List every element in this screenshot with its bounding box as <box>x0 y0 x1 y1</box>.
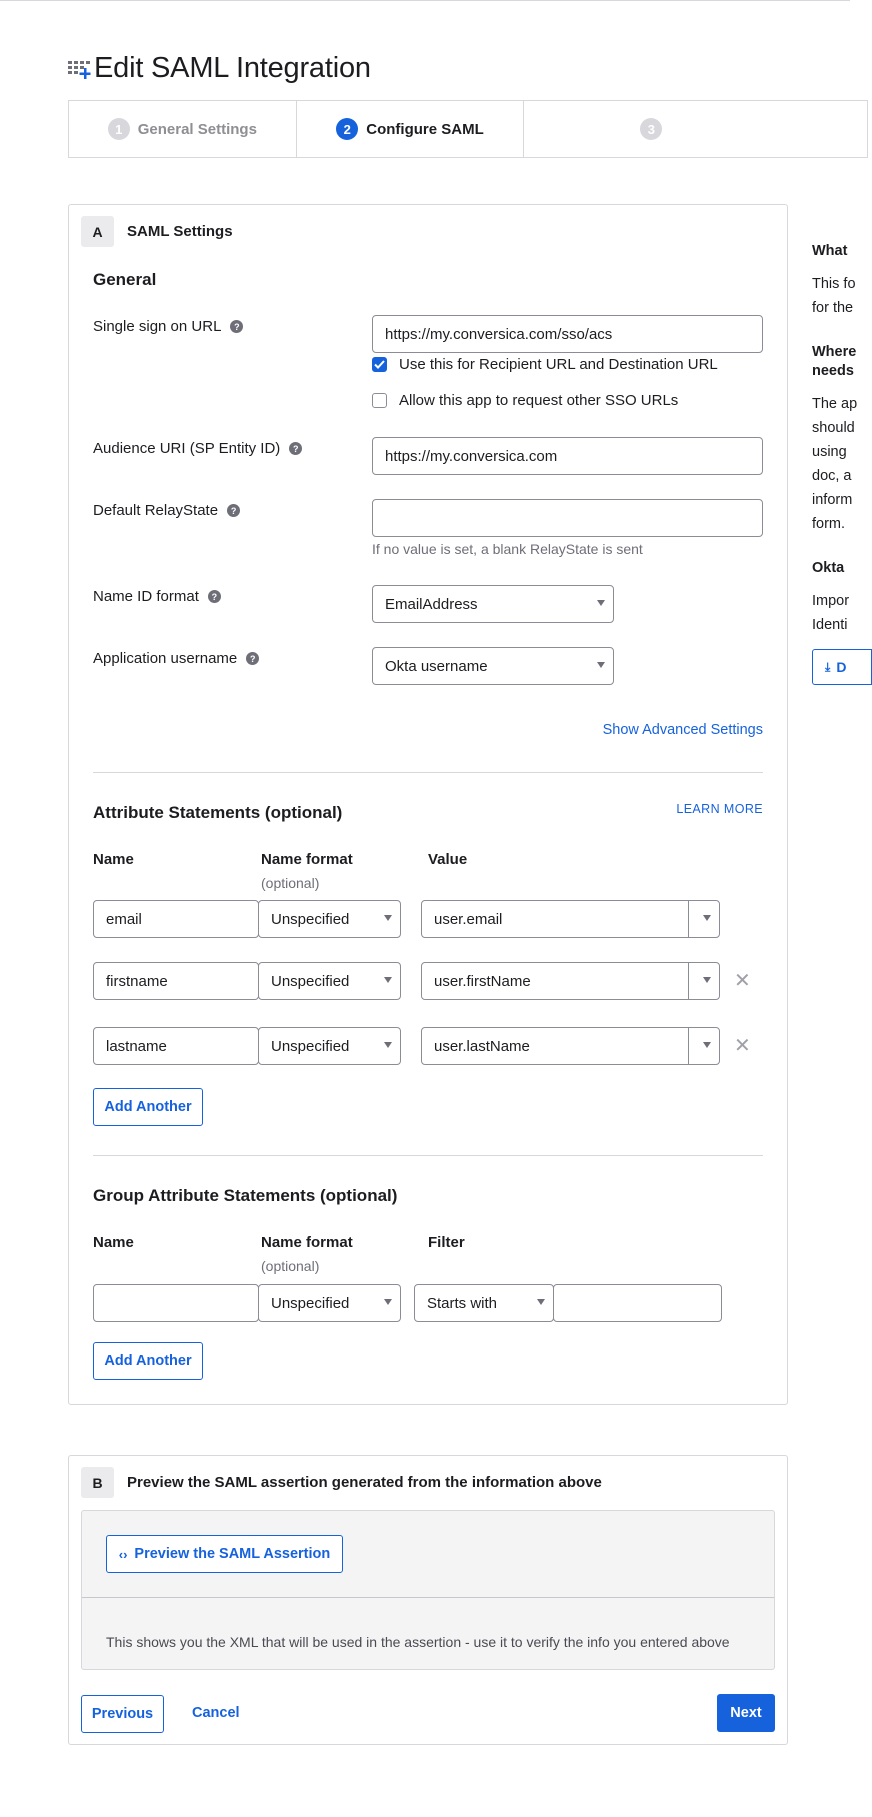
step-feedback[interactable] <box>524 101 867 157</box>
download-label: D <box>836 659 847 675</box>
general-heading: General <box>93 270 157 289</box>
next-button[interactable]: Next <box>717 1694 775 1732</box>
attr-format-value: Unspecified <box>271 972 350 990</box>
section-a-badge: A <box>81 216 114 247</box>
group-col-name-header: Name <box>93 1234 134 1251</box>
attr-format-select[interactable] <box>258 1027 401 1065</box>
step-number: 3 <box>640 118 662 140</box>
add-another-attribute-button[interactable]: Add Another <box>93 1088 203 1126</box>
attr-value-dropdown[interactable] <box>689 901 719 937</box>
sidebar-text: using <box>812 444 847 460</box>
group-name-input[interactable] <box>93 1284 259 1322</box>
relay-state-label-text: Default RelayState <box>93 502 219 519</box>
attr-value-dropdown[interactable] <box>689 1028 719 1064</box>
step-label: Configure SAML <box>366 120 484 138</box>
preview-saml-assertion-button[interactable] <box>106 1535 343 1573</box>
attr-format-select[interactable] <box>258 900 401 938</box>
attr-name-input[interactable]: email <box>93 900 259 938</box>
group-attribute-statements-heading: Group Attribute Statements (optional) <box>93 1186 398 1205</box>
group-format-select[interactable] <box>258 1284 401 1322</box>
group-filter-value-input[interactable] <box>553 1284 722 1322</box>
app-username-label <box>93 650 259 667</box>
col-format-header: Name format <box>261 851 353 868</box>
chevron-down-icon <box>703 1042 711 1048</box>
audience-uri-label-text: Audience URI (SP Entity ID) <box>93 440 281 457</box>
chevron-down-icon <box>703 915 711 921</box>
attr-format-value: Unspecified <box>271 1037 350 1055</box>
col-value-header: Value <box>428 851 468 868</box>
help-icon[interactable]: ? <box>289 442 302 455</box>
attr-value-combo[interactable] <box>421 900 720 938</box>
relay-state-label <box>93 502 240 519</box>
attr-name-input[interactable]: firstname <box>93 962 259 1000</box>
sidebar-text: for the <box>812 300 854 316</box>
col-name-header: Name <box>93 851 134 868</box>
name-id-format-label <box>93 588 221 605</box>
group-filter-select[interactable] <box>414 1284 554 1322</box>
group-filter-op-value: Starts with <box>427 1294 498 1312</box>
chevron-down-icon <box>703 977 711 983</box>
sidebar-heading: Okta <box>812 560 845 576</box>
preview-button-label: Preview the SAML Assertion <box>134 1546 331 1562</box>
help-icon[interactable]: ? <box>208 590 221 603</box>
allow-sso-urls-checkbox[interactable] <box>372 392 678 409</box>
remove-row-icon[interactable]: ✕ <box>734 970 751 992</box>
relay-state-hint: If no value is set, a blank RelayState is sent <box>372 541 643 557</box>
chevron-down-icon <box>384 1299 392 1305</box>
download-icon: ⤓ <box>825 659 831 674</box>
sidebar-heading: needs <box>812 363 854 379</box>
col-format-optional: (optional) <box>261 875 320 891</box>
checkbox-checked[interactable] <box>372 357 387 372</box>
section-divider <box>93 772 763 773</box>
wizard-steps <box>68 100 868 158</box>
sidebar-text: The ap <box>812 396 858 412</box>
sso-url-label-text: Single sign on URL <box>93 318 222 335</box>
code-brackets-icon: ‹› <box>118 1546 128 1562</box>
step-general-settings[interactable] <box>69 101 297 157</box>
download-button[interactable] <box>812 649 872 685</box>
step-configure-saml[interactable] <box>297 101 525 157</box>
add-another-group-button[interactable]: Add Another <box>93 1342 203 1380</box>
help-icon[interactable]: ? <box>227 504 240 517</box>
preview-separator <box>82 1597 774 1598</box>
attr-value-input[interactable]: user.email <box>422 901 689 937</box>
name-id-format-select[interactable] <box>372 585 614 623</box>
audience-uri-label <box>93 440 302 457</box>
sso-url-input[interactable]: https://my.conversica.com/sso/acs <box>372 315 763 353</box>
previous-button[interactable]: Previous <box>81 1695 164 1733</box>
chevron-down-icon <box>597 662 605 668</box>
help-icon[interactable]: ? <box>246 652 259 665</box>
audience-uri-input[interactable]: https://my.conversica.com <box>372 437 763 475</box>
help-icon[interactable]: ? <box>230 320 243 333</box>
chevron-down-icon <box>384 915 392 921</box>
section-b-title: Preview the SAML assertion generated from the information above <box>127 1474 602 1491</box>
group-col-filter-header: Filter <box>428 1234 465 1251</box>
chevron-down-icon <box>537 1299 545 1305</box>
remove-row-icon[interactable]: ✕ <box>734 1035 751 1057</box>
checkbox-unchecked[interactable] <box>372 393 387 408</box>
step-label: General Settings <box>137 120 257 138</box>
preview-box <box>81 1510 775 1670</box>
attr-value-combo[interactable] <box>421 1027 720 1065</box>
chevron-down-icon <box>597 600 605 606</box>
group-format-value: Unspecified <box>271 1294 350 1312</box>
preview-description: This shows you the XML that will be used in the assertion - use it to verify the info you entered above <box>106 1634 730 1650</box>
attr-format-select[interactable] <box>258 962 401 1000</box>
section-b-badge: B <box>81 1467 114 1498</box>
sidebar-text: should <box>812 420 855 436</box>
page-header <box>68 48 371 88</box>
allow-sso-urls-label: Allow this app to request other SSO URLs <box>399 392 679 409</box>
sidebar-heading: Where <box>812 344 857 360</box>
section-a-title: SAML Settings <box>127 223 233 240</box>
chevron-down-icon <box>384 977 392 983</box>
step-number: 1 <box>108 118 130 140</box>
attribute-statements-heading: Attribute Statements (optional) <box>93 803 343 822</box>
recipient-url-label: Use this for Recipient URL and Destination URL <box>399 356 718 373</box>
attr-format-value: Unspecified <box>271 910 350 928</box>
chevron-down-icon <box>384 1042 392 1048</box>
sidebar-text: Impor <box>812 593 850 609</box>
sso-url-label <box>93 318 243 335</box>
grid-plus-icon <box>68 55 90 81</box>
sidebar-text: This fo <box>812 276 856 292</box>
group-col-format-header: Name format <box>261 1234 353 1251</box>
sidebar-heading: What <box>812 243 848 259</box>
step-number: 2 <box>336 118 358 140</box>
learn-more-link[interactable]: LEARN MORE <box>676 802 763 816</box>
cancel-link[interactable]: Cancel <box>192 1705 240 1721</box>
attr-value-input[interactable]: user.firstName <box>422 963 689 999</box>
section-divider <box>93 1155 763 1156</box>
name-id-format-value: EmailAddress <box>385 595 478 613</box>
sidebar-text: form. <box>812 516 846 532</box>
top-border <box>0 0 850 1</box>
attr-name-input[interactable]: lastname <box>93 1027 259 1065</box>
app-username-select[interactable] <box>372 647 614 685</box>
attr-value-input[interactable]: user.lastName <box>422 1028 689 1064</box>
app-username-label-text: Application username <box>93 650 238 667</box>
page-title: Edit SAML Integration <box>94 51 371 84</box>
sidebar-text: Identi <box>812 617 848 633</box>
name-id-format-label-text: Name ID format <box>93 588 199 605</box>
sidebar-text: doc, a <box>812 468 852 484</box>
recipient-url-checkbox[interactable] <box>372 356 718 373</box>
relay-state-input[interactable] <box>372 499 763 537</box>
attr-value-dropdown[interactable] <box>689 963 719 999</box>
group-col-format-optional: (optional) <box>261 1258 320 1274</box>
sidebar-text: inform <box>812 492 853 508</box>
show-advanced-settings-link[interactable]: Show Advanced Settings <box>602 722 763 738</box>
attr-value-combo[interactable] <box>421 962 720 1000</box>
app-username-value: Okta username <box>385 657 488 675</box>
